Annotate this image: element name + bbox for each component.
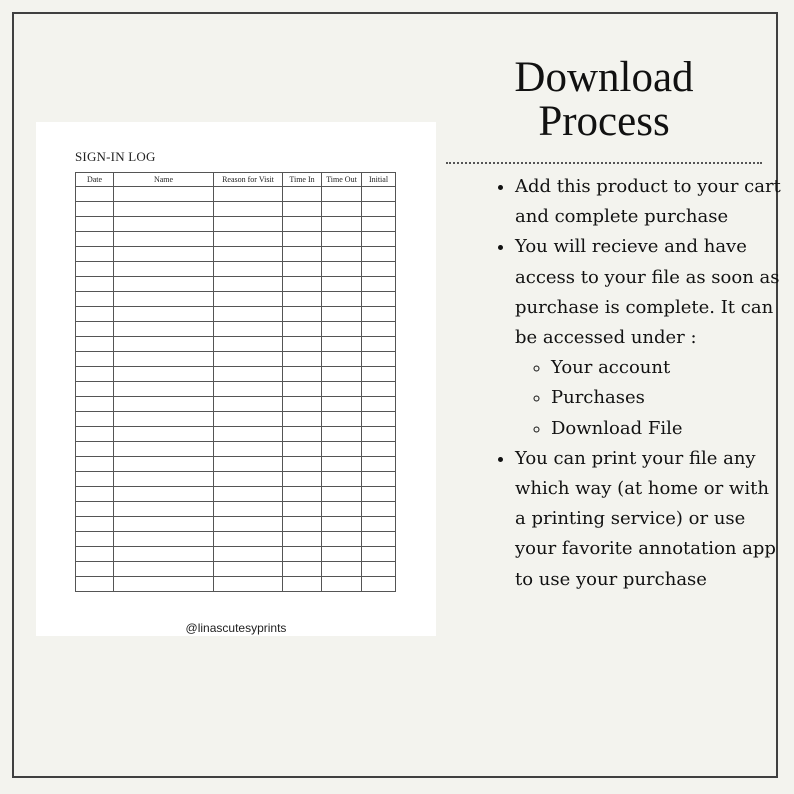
table-cell xyxy=(214,532,283,547)
table-row xyxy=(76,472,396,487)
table-cell xyxy=(214,502,283,517)
table-cell xyxy=(76,562,114,577)
table-cell xyxy=(362,367,396,382)
step-item-3: • You can print your file any which way (at home or with a printing service) or use your favorite annotation app to use your purchase xyxy=(515,444,785,595)
table-cell xyxy=(76,202,114,217)
table-cell xyxy=(322,457,362,472)
table-cell xyxy=(114,457,214,472)
table-row xyxy=(76,367,396,382)
step-item-1: • Add this product to your cart and complete purchase xyxy=(515,172,785,232)
table-cell xyxy=(114,292,214,307)
table-cell xyxy=(322,502,362,517)
table-cell xyxy=(76,277,114,292)
table-cell xyxy=(362,412,396,427)
column-header-time-out: Time Out xyxy=(322,173,362,187)
table-cell xyxy=(76,292,114,307)
table-cell xyxy=(214,307,283,322)
table-cell xyxy=(322,517,362,532)
table-cell xyxy=(283,322,322,337)
table-cell xyxy=(362,277,396,292)
table-row xyxy=(76,532,396,547)
table-cell xyxy=(76,517,114,532)
table-cell xyxy=(322,412,362,427)
table-row xyxy=(76,322,396,337)
table-cell xyxy=(214,547,283,562)
table-cell xyxy=(114,352,214,367)
table-cell xyxy=(114,322,214,337)
table-cell xyxy=(322,277,362,292)
table-row xyxy=(76,247,396,262)
table-cell xyxy=(214,277,283,292)
table-cell xyxy=(114,202,214,217)
table-cell xyxy=(362,382,396,397)
table-cell xyxy=(322,577,362,592)
table-cell xyxy=(283,202,322,217)
table-cell xyxy=(114,517,214,532)
table-cell xyxy=(322,397,362,412)
table-row xyxy=(76,262,396,277)
table-body xyxy=(76,187,396,592)
sub-step-download-file: ◦ Download File xyxy=(551,414,785,444)
table-cell xyxy=(114,367,214,382)
table-cell xyxy=(114,232,214,247)
table-cell xyxy=(114,262,214,277)
table-cell xyxy=(214,187,283,202)
steps-list xyxy=(496,172,785,595)
sub-step-purchases: ◦ Purchases xyxy=(551,383,785,413)
table-cell xyxy=(283,337,322,352)
table-cell xyxy=(322,427,362,442)
table-cell xyxy=(214,397,283,412)
sign-in-log-table xyxy=(75,172,396,592)
table-cell xyxy=(76,187,114,202)
table-cell xyxy=(322,352,362,367)
table-cell xyxy=(214,472,283,487)
table-cell xyxy=(322,322,362,337)
table-cell xyxy=(362,577,396,592)
table-row xyxy=(76,577,396,592)
table-cell xyxy=(283,562,322,577)
table-cell xyxy=(114,562,214,577)
table-cell xyxy=(114,382,214,397)
dotted-divider xyxy=(446,162,762,164)
table-row xyxy=(76,337,396,352)
table-cell xyxy=(322,292,362,307)
table-cell xyxy=(322,262,362,277)
table-cell xyxy=(114,397,214,412)
table-cell xyxy=(283,577,322,592)
table-cell xyxy=(362,307,396,322)
table-cell xyxy=(283,247,322,262)
table-cell xyxy=(322,367,362,382)
table-cell xyxy=(214,442,283,457)
table-cell xyxy=(283,367,322,382)
table-cell xyxy=(322,382,362,397)
table-row xyxy=(76,412,396,427)
table-cell xyxy=(114,187,214,202)
table-cell xyxy=(76,322,114,337)
table-cell xyxy=(322,562,362,577)
table-cell xyxy=(76,262,114,277)
table-cell xyxy=(114,487,214,502)
table-cell xyxy=(322,472,362,487)
table-cell xyxy=(114,442,214,457)
table-row xyxy=(76,277,396,292)
sub-step-your-account: ◦ Your account xyxy=(551,353,785,383)
table-cell xyxy=(283,277,322,292)
sub-steps-list xyxy=(515,353,785,444)
table-cell xyxy=(362,457,396,472)
table-cell xyxy=(283,232,322,247)
table-cell xyxy=(76,247,114,262)
table-cell xyxy=(76,532,114,547)
table-cell xyxy=(76,367,114,382)
table-cell xyxy=(283,382,322,397)
table-cell xyxy=(214,292,283,307)
table-cell xyxy=(362,232,396,247)
table-cell xyxy=(76,427,114,442)
table-cell xyxy=(362,247,396,262)
table-cell xyxy=(214,367,283,382)
table-cell xyxy=(322,337,362,352)
table-cell xyxy=(283,457,322,472)
table-cell xyxy=(283,292,322,307)
table-cell xyxy=(214,427,283,442)
table-cell xyxy=(114,472,214,487)
table-cell xyxy=(76,472,114,487)
table-cell xyxy=(362,517,396,532)
table-row xyxy=(76,487,396,502)
table-cell xyxy=(114,337,214,352)
table-row xyxy=(76,547,396,562)
column-header-initial: Initial xyxy=(362,173,396,187)
table-cell xyxy=(76,487,114,502)
table-cell xyxy=(214,337,283,352)
table-cell xyxy=(76,412,114,427)
table-row xyxy=(76,397,396,412)
table-cell xyxy=(362,472,396,487)
table-cell xyxy=(214,262,283,277)
table-cell xyxy=(114,277,214,292)
table-cell xyxy=(76,502,114,517)
table-cell xyxy=(322,202,362,217)
table-cell xyxy=(283,502,322,517)
table-cell xyxy=(114,217,214,232)
table-cell xyxy=(214,232,283,247)
table-cell xyxy=(214,577,283,592)
table-cell xyxy=(322,487,362,502)
table-cell xyxy=(362,397,396,412)
table-cell xyxy=(283,187,322,202)
table-cell xyxy=(362,217,396,232)
column-header-reason: Reason for Visit xyxy=(214,173,283,187)
table-cell xyxy=(362,262,396,277)
table-cell xyxy=(114,532,214,547)
table-cell xyxy=(283,472,322,487)
table-cell xyxy=(362,352,396,367)
table-row xyxy=(76,217,396,232)
table-cell xyxy=(322,442,362,457)
table-row xyxy=(76,382,396,397)
table-cell xyxy=(362,532,396,547)
table-row xyxy=(76,457,396,472)
table-cell xyxy=(283,442,322,457)
table-cell xyxy=(76,397,114,412)
table-cell xyxy=(362,502,396,517)
table-row xyxy=(76,502,396,517)
table-cell xyxy=(214,202,283,217)
table-cell xyxy=(214,412,283,427)
table-cell xyxy=(322,187,362,202)
step-item-2 xyxy=(515,232,785,443)
table-cell xyxy=(322,247,362,262)
column-header-name: Name xyxy=(114,173,214,187)
table-cell xyxy=(283,307,322,322)
table-cell xyxy=(283,532,322,547)
table-cell xyxy=(362,292,396,307)
table-cell xyxy=(322,532,362,547)
table-cell xyxy=(283,262,322,277)
sheet-footer-handle: @linascutesyprints xyxy=(185,621,287,635)
table-cell xyxy=(283,412,322,427)
table-cell xyxy=(214,562,283,577)
table-cell xyxy=(362,487,396,502)
table-cell xyxy=(214,247,283,262)
sheet-title: SIGN-IN LOG xyxy=(75,149,156,164)
table-cell xyxy=(362,427,396,442)
table-row xyxy=(76,232,396,247)
table-cell xyxy=(214,457,283,472)
table-cell xyxy=(283,517,322,532)
panel-heading xyxy=(446,56,762,144)
table-row xyxy=(76,427,396,442)
table-cell xyxy=(362,562,396,577)
table-cell xyxy=(283,427,322,442)
table-cell xyxy=(283,397,322,412)
table-cell xyxy=(362,547,396,562)
table-cell xyxy=(76,442,114,457)
table-cell xyxy=(114,412,214,427)
table-row xyxy=(76,307,396,322)
table-header-row xyxy=(76,173,396,187)
table-cell xyxy=(214,517,283,532)
table-cell xyxy=(362,322,396,337)
table-cell xyxy=(283,217,322,232)
table-cell xyxy=(76,547,114,562)
table-cell xyxy=(362,202,396,217)
table-cell xyxy=(322,217,362,232)
table-cell xyxy=(362,337,396,352)
column-header-time-in: Time In xyxy=(283,173,322,187)
table-cell xyxy=(114,577,214,592)
table-cell xyxy=(322,232,362,247)
table-cell xyxy=(114,247,214,262)
table-cell xyxy=(114,502,214,517)
table-cell xyxy=(322,307,362,322)
table-cell xyxy=(214,217,283,232)
table-cell xyxy=(114,547,214,562)
table-cell xyxy=(283,352,322,367)
table-cell xyxy=(214,352,283,367)
table-cell xyxy=(283,547,322,562)
table-cell xyxy=(214,382,283,397)
table-row xyxy=(76,352,396,367)
table-cell xyxy=(322,547,362,562)
table-cell xyxy=(76,382,114,397)
table-row xyxy=(76,187,396,202)
table-cell xyxy=(76,217,114,232)
column-header-date: Date xyxy=(76,173,114,187)
table-row xyxy=(76,442,396,457)
table-cell xyxy=(76,307,114,322)
table-row xyxy=(76,562,396,577)
table-cell xyxy=(114,427,214,442)
sign-in-log-sheet xyxy=(36,122,436,636)
heading-line-1: Download xyxy=(514,54,694,101)
table-cell xyxy=(76,352,114,367)
table-cell xyxy=(114,307,214,322)
table-cell xyxy=(362,187,396,202)
table-cell xyxy=(76,232,114,247)
table-row xyxy=(76,292,396,307)
table-cell xyxy=(214,487,283,502)
heading-line-2: Process xyxy=(538,98,670,145)
table-cell xyxy=(362,442,396,457)
table-cell xyxy=(76,577,114,592)
step-item-2-text: You will recieve and have access to your file as soon as purchase is complete. It can be accessed under : xyxy=(515,236,780,349)
table-cell xyxy=(214,322,283,337)
table-row xyxy=(76,202,396,217)
table-cell xyxy=(76,457,114,472)
table-cell xyxy=(76,337,114,352)
table-row xyxy=(76,517,396,532)
table-cell xyxy=(283,487,322,502)
